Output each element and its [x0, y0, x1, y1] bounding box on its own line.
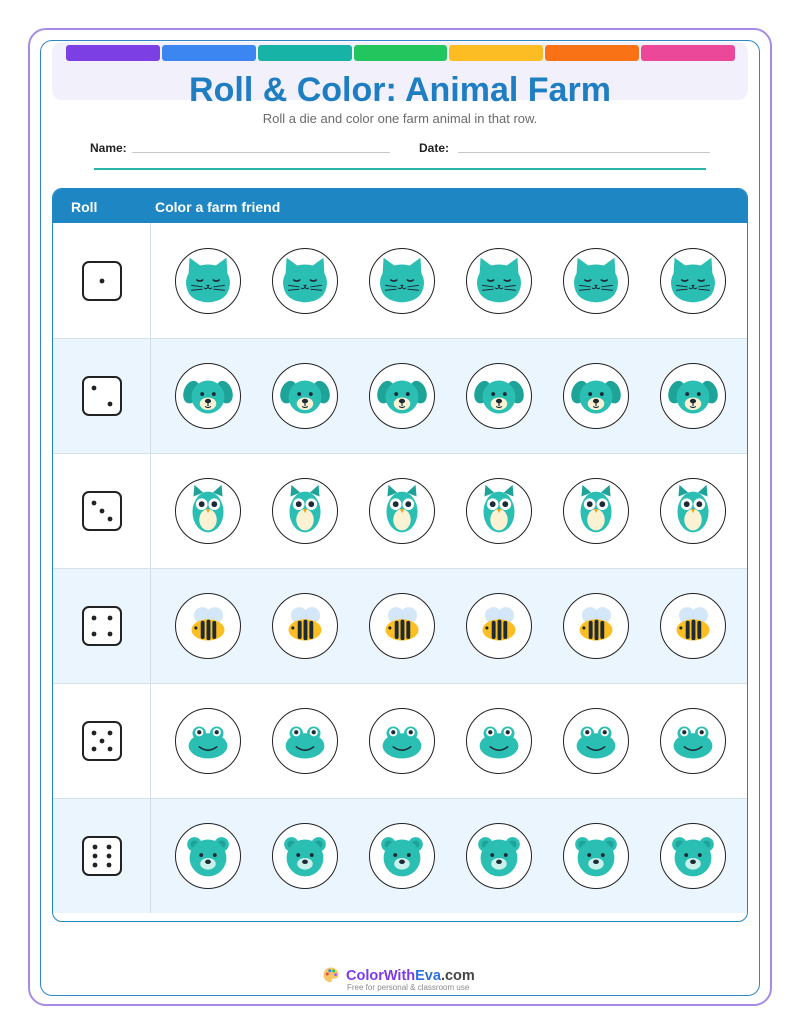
dog-icon — [661, 364, 725, 428]
animal-coloring-circle — [175, 708, 241, 774]
die-pip — [99, 509, 104, 514]
footer-tagline: Free for personal & classroom use — [347, 983, 470, 992]
table-row — [53, 568, 747, 683]
die-face — [83, 377, 121, 415]
roll-cell — [53, 684, 151, 798]
die-pip — [91, 632, 96, 637]
bear-icon — [564, 824, 628, 888]
animal-coloring-circle — [466, 478, 532, 544]
dog-icon — [564, 364, 628, 428]
stripe-segment — [449, 45, 543, 61]
rainbow-stripe — [66, 45, 735, 61]
bee-icon — [661, 594, 725, 658]
bee-icon — [176, 594, 240, 658]
dog-icon — [370, 364, 434, 428]
animal-coloring-circle — [563, 823, 629, 889]
brand-wordmark[interactable] — [346, 968, 475, 984]
cat-icon — [661, 249, 725, 313]
animal-coloring-circle — [563, 708, 629, 774]
die-pip — [107, 632, 112, 637]
bee-icon — [467, 594, 531, 658]
animal-coloring-circle — [175, 593, 241, 659]
stripe-segment — [66, 45, 160, 61]
owl-icon — [176, 479, 240, 543]
stripe-segment — [641, 45, 735, 61]
die-pip — [92, 854, 97, 859]
animal-coloring-circle — [660, 478, 726, 544]
die-3-icon — [82, 491, 122, 531]
date-write-line[interactable] — [458, 152, 710, 153]
frog-icon — [564, 709, 628, 773]
die-pip — [91, 386, 96, 391]
animal-coloring-circle — [660, 708, 726, 774]
table-body — [53, 223, 747, 913]
animal-coloring-circle — [563, 593, 629, 659]
die-pip — [91, 747, 96, 752]
name-label: Name: — [90, 141, 127, 155]
animal-coloring-circle — [466, 248, 532, 314]
die-pip — [107, 616, 112, 621]
animal-coloring-circle — [369, 708, 435, 774]
table-row — [53, 338, 747, 453]
die-pip — [99, 278, 104, 283]
roll-cell — [53, 339, 151, 453]
roll-cell — [53, 569, 151, 683]
frog-icon — [467, 709, 531, 773]
animal-coloring-circle — [466, 363, 532, 429]
bear-icon — [370, 824, 434, 888]
table-row — [53, 223, 747, 338]
table-row — [53, 453, 747, 568]
die-pip — [106, 854, 111, 859]
die-face — [83, 837, 121, 875]
frog-icon — [273, 709, 337, 773]
brand-part: Color — [346, 968, 384, 984]
animal-coloring-circle — [660, 593, 726, 659]
frog-icon — [370, 709, 434, 773]
palette-icon — [322, 966, 340, 984]
die-pip — [92, 863, 97, 868]
stripe-segment — [258, 45, 352, 61]
frog-icon — [661, 709, 725, 773]
bear-icon — [273, 824, 337, 888]
animal-coloring-circle — [369, 363, 435, 429]
die-4-icon — [82, 606, 122, 646]
animal-coloring-circle — [563, 478, 629, 544]
roll-cell — [53, 454, 151, 568]
animal-row — [151, 684, 726, 798]
stripe-segment — [162, 45, 256, 61]
brand-part: .com — [440, 968, 475, 984]
die-pip — [92, 845, 97, 850]
die-pip — [99, 739, 104, 744]
animal-coloring-circle — [175, 478, 241, 544]
page-title: Roll & Color: Animal Farm — [189, 71, 611, 109]
animal-coloring-circle — [369, 823, 435, 889]
animal-coloring-circle — [369, 593, 435, 659]
bee-icon — [370, 594, 434, 658]
owl-icon — [467, 479, 531, 543]
frog-icon — [176, 709, 240, 773]
animal-coloring-circle — [175, 823, 241, 889]
die-pip — [91, 616, 96, 621]
cat-icon — [273, 249, 337, 313]
die-pip — [106, 863, 111, 868]
die-pip — [91, 501, 96, 506]
roll-color-table — [52, 188, 748, 922]
die-5-icon — [82, 721, 122, 761]
animal-coloring-circle — [272, 593, 338, 659]
cat-icon — [176, 249, 240, 313]
bee-icon — [564, 594, 628, 658]
cat-icon — [370, 249, 434, 313]
cat-icon — [564, 249, 628, 313]
stripe-segment — [545, 45, 639, 61]
animal-coloring-circle — [466, 708, 532, 774]
die-6-icon — [82, 836, 122, 876]
roll-cell — [53, 799, 151, 913]
table-header — [53, 189, 747, 223]
animal-row — [151, 223, 726, 338]
bear-icon — [176, 824, 240, 888]
animal-coloring-circle — [563, 248, 629, 314]
bear-icon — [661, 824, 725, 888]
animal-coloring-circle — [369, 248, 435, 314]
die-pip — [107, 517, 112, 522]
animal-coloring-circle — [175, 248, 241, 314]
die-1-icon — [82, 261, 122, 301]
page-subtitle: Roll a die and color one farm animal in that row. — [262, 111, 538, 126]
brand-part: With — [383, 968, 416, 984]
column-header-animals: Color a farm friend — [155, 199, 281, 215]
animal-coloring-circle — [466, 823, 532, 889]
animal-coloring-circle — [660, 363, 726, 429]
animal-coloring-circle — [272, 708, 338, 774]
owl-icon — [564, 479, 628, 543]
animal-coloring-circle — [272, 823, 338, 889]
owl-icon — [661, 479, 725, 543]
animal-coloring-circle — [563, 363, 629, 429]
bear-icon — [467, 824, 531, 888]
animal-row — [151, 569, 726, 683]
die-pip — [107, 402, 112, 407]
animal-coloring-circle — [369, 478, 435, 544]
animal-coloring-circle — [660, 823, 726, 889]
die-face — [83, 607, 121, 645]
animal-coloring-circle — [466, 593, 532, 659]
header-divider — [94, 168, 706, 170]
owl-icon — [273, 479, 337, 543]
die-pip — [91, 731, 96, 736]
animal-coloring-circle — [175, 363, 241, 429]
animal-coloring-circle — [272, 363, 338, 429]
die-2-icon — [82, 376, 122, 416]
animal-row — [151, 799, 726, 913]
dog-icon — [176, 364, 240, 428]
column-header-roll: Roll — [71, 199, 98, 215]
animal-coloring-circle — [272, 248, 338, 314]
animal-row — [151, 339, 726, 453]
animal-row — [151, 454, 726, 568]
owl-icon — [370, 479, 434, 543]
dog-icon — [467, 364, 531, 428]
animal-coloring-circle — [660, 248, 726, 314]
stripe-segment — [354, 45, 448, 61]
die-pip — [106, 845, 111, 850]
roll-cell — [53, 223, 151, 338]
brand-part: Eva — [415, 968, 441, 984]
die-pip — [107, 747, 112, 752]
bee-icon — [273, 594, 337, 658]
name-write-line[interactable] — [132, 152, 390, 153]
animal-coloring-circle — [272, 478, 338, 544]
dog-icon — [273, 364, 337, 428]
die-pip — [107, 731, 112, 736]
cat-icon — [467, 249, 531, 313]
table-row — [53, 683, 747, 798]
date-label: Date: — [419, 141, 450, 155]
table-row — [53, 798, 747, 913]
